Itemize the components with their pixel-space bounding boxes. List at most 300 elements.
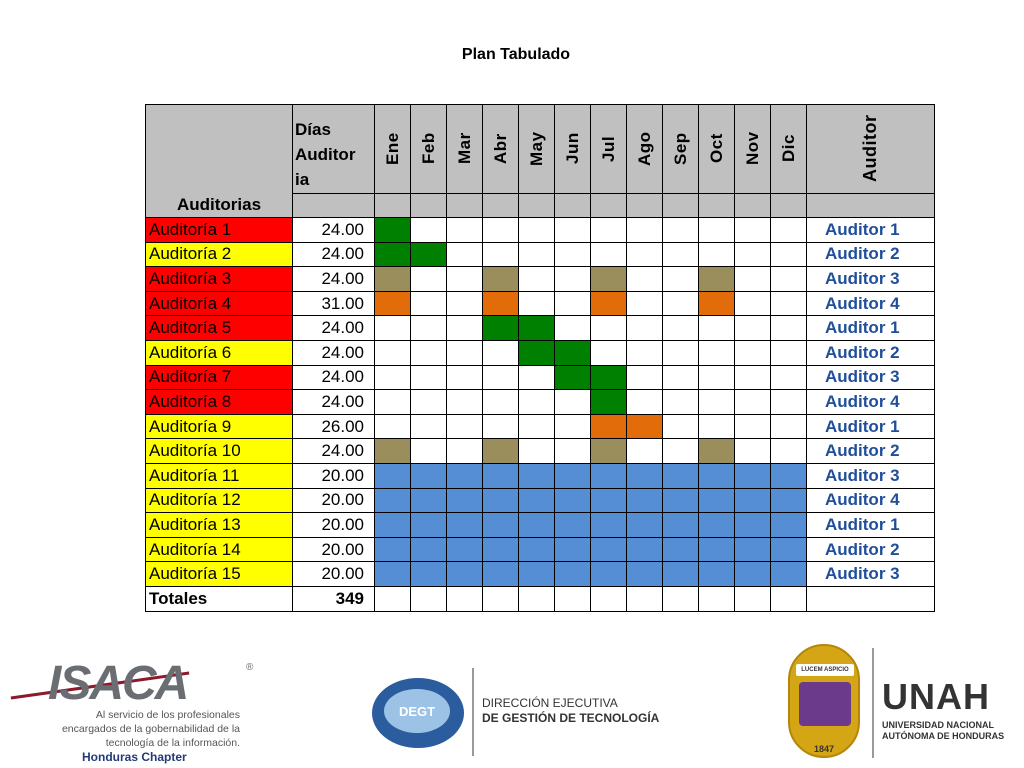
month-cell-sep	[663, 463, 699, 488]
month-cell-ene	[375, 316, 411, 341]
month-cell-jun	[555, 414, 591, 439]
header-dias-label	[293, 105, 374, 192]
month-cell-ene	[375, 463, 411, 488]
audit-days-cell: 24.00	[293, 242, 375, 267]
month-cell-abr	[483, 218, 519, 243]
month-cell-jun	[555, 340, 591, 365]
month-cell-dic	[771, 340, 807, 365]
month-cell-dic	[771, 242, 807, 267]
month-cell-sep	[663, 439, 699, 464]
unah-seal-year: 1847	[813, 744, 835, 754]
month-cell-sep	[663, 513, 699, 538]
month-cell-may	[519, 218, 555, 243]
month-cell-abr	[483, 390, 519, 415]
month-cell-jul	[591, 218, 627, 243]
degt-line2: DE GESTIÓN DE TECNOLOGÍA	[482, 711, 660, 725]
month-cell-may	[519, 463, 555, 488]
audit-name-cell: Auditoría 5	[146, 316, 293, 341]
month-cell-jul	[591, 513, 627, 538]
month-cell-mar	[447, 316, 483, 341]
month-cell-abr	[483, 513, 519, 538]
month-cell-dic	[771, 513, 807, 538]
month-cell-jun	[555, 390, 591, 415]
auditor-cell: Auditor 1	[807, 513, 935, 538]
month-cell-ago	[627, 537, 663, 562]
degt-badge-label: DEGT	[398, 703, 436, 719]
header-spacer	[591, 194, 627, 218]
month-cell-oct	[699, 439, 735, 464]
month-cell-sep	[663, 537, 699, 562]
month-cell-feb	[411, 218, 447, 243]
audit-days-cell: 26.00	[293, 414, 375, 439]
month-cell-mar	[447, 218, 483, 243]
totals-empty-cell	[519, 586, 555, 611]
auditor-cell: Auditor 2	[807, 537, 935, 562]
month-cell-may	[519, 414, 555, 439]
month-cell-ago	[627, 439, 663, 464]
month-label: Sep	[670, 132, 690, 165]
table-row	[146, 414, 935, 439]
degt-line1: DIRECCIÓN EJECUTIVA	[482, 696, 618, 710]
month-cell-feb	[411, 242, 447, 267]
audit-days-cell: 20.00	[293, 537, 375, 562]
month-cell-abr	[483, 488, 519, 513]
month-cell-jul	[591, 414, 627, 439]
auditor-cell: Auditor 4	[807, 488, 935, 513]
month-cell-nov	[735, 537, 771, 562]
degt-badge	[384, 689, 450, 733]
header-month	[375, 105, 411, 194]
month-cell-abr	[483, 242, 519, 267]
month-cell-nov	[735, 365, 771, 390]
month-cell-feb	[411, 267, 447, 292]
audit-name-cell: Auditoría 15	[146, 562, 293, 587]
header-spacer	[771, 194, 807, 218]
month-cell-feb	[411, 439, 447, 464]
audit-days-cell: 24.00	[293, 267, 375, 292]
month-cell-feb	[411, 365, 447, 390]
month-cell-jun	[555, 562, 591, 587]
table-row	[146, 562, 935, 587]
month-cell-jun	[555, 439, 591, 464]
month-cell-abr	[483, 439, 519, 464]
month-cell-oct	[699, 513, 735, 538]
month-cell-sep	[663, 390, 699, 415]
totals-empty-cell	[699, 586, 735, 611]
month-cell-mar	[447, 242, 483, 267]
month-cell-dic	[771, 463, 807, 488]
month-cell-oct	[699, 365, 735, 390]
auditor-cell: Auditor 3	[807, 365, 935, 390]
month-cell-mar	[447, 267, 483, 292]
month-cell-abr	[483, 414, 519, 439]
header-auditorias	[146, 105, 293, 218]
month-cell-ene	[375, 218, 411, 243]
header-month	[555, 105, 591, 194]
month-cell-oct	[699, 463, 735, 488]
totals-empty-cell	[375, 586, 411, 611]
month-cell-ago	[627, 316, 663, 341]
month-cell-ago	[627, 242, 663, 267]
isaca-logo	[0, 650, 290, 768]
month-cell-jun	[555, 513, 591, 538]
month-cell-ene	[375, 513, 411, 538]
month-cell-sep	[663, 365, 699, 390]
unah-seal-icon	[788, 644, 860, 758]
month-cell-sep	[663, 267, 699, 292]
month-cell-ago	[627, 513, 663, 538]
month-cell-dic	[771, 365, 807, 390]
month-cell-nov	[735, 463, 771, 488]
month-cell-ago	[627, 463, 663, 488]
month-cell-ene	[375, 562, 411, 587]
page-title: Plan Tabulado	[461, 46, 571, 63]
month-cell-jun	[555, 365, 591, 390]
month-cell-ene	[375, 267, 411, 292]
month-cell-abr	[483, 316, 519, 341]
table-row	[146, 513, 935, 538]
month-cell-may	[519, 488, 555, 513]
table-row	[146, 463, 935, 488]
unah-subtitle-line1: UNIVERSIDAD NACIONAL	[882, 720, 995, 730]
month-cell-jul	[591, 365, 627, 390]
audit-days-cell: 24.00	[293, 316, 375, 341]
audit-name-cell: Auditoría 2	[146, 242, 293, 267]
month-cell-oct	[699, 390, 735, 415]
month-cell-dic	[771, 316, 807, 341]
month-label: Ene	[382, 132, 402, 165]
degt-divider	[472, 668, 474, 756]
audit-name-cell: Auditoría 6	[146, 340, 293, 365]
month-cell-feb	[411, 316, 447, 341]
month-cell-jul	[591, 316, 627, 341]
month-cell-may	[519, 537, 555, 562]
month-cell-feb	[411, 562, 447, 587]
month-cell-ene	[375, 537, 411, 562]
month-cell-nov	[735, 439, 771, 464]
month-cell-nov	[735, 414, 771, 439]
month-cell-oct	[699, 267, 735, 292]
month-cell-may	[519, 316, 555, 341]
month-cell-mar	[447, 340, 483, 365]
unah-wordmark: UNAH	[882, 676, 990, 717]
month-cell-oct	[699, 340, 735, 365]
month-cell-nov	[735, 316, 771, 341]
month-cell-feb	[411, 414, 447, 439]
month-cell-ago	[627, 562, 663, 587]
month-cell-sep	[663, 316, 699, 341]
totals-value: 349	[293, 586, 375, 611]
isaca-tagline	[62, 708, 240, 750]
month-cell-feb	[411, 488, 447, 513]
totals-empty-cell	[447, 586, 483, 611]
month-cell-ago	[627, 340, 663, 365]
month-cell-may	[519, 242, 555, 267]
table-row	[146, 390, 935, 415]
isaca-registered-mark: ®	[246, 662, 254, 673]
month-cell-ago	[627, 414, 663, 439]
month-label: May	[526, 131, 546, 166]
month-cell-ene	[375, 340, 411, 365]
month-cell-nov	[735, 340, 771, 365]
isaca-chapter: Honduras Chapter	[82, 750, 187, 764]
month-cell-ene	[375, 439, 411, 464]
month-label: Mar	[454, 132, 474, 165]
month-cell-feb	[411, 463, 447, 488]
table-row	[146, 488, 935, 513]
header-month	[663, 105, 699, 194]
auditor-cell: Auditor 3	[807, 562, 935, 587]
audit-days-cell: 20.00	[293, 488, 375, 513]
month-cell-may	[519, 365, 555, 390]
month-cell-oct	[699, 218, 735, 243]
unah-seal-core	[799, 682, 851, 726]
audit-name-cell: Auditoría 11	[146, 463, 293, 488]
month-cell-ene	[375, 291, 411, 316]
degt-logo	[372, 668, 672, 758]
month-cell-sep	[663, 488, 699, 513]
month-cell-dic	[771, 488, 807, 513]
table-row	[146, 316, 935, 341]
audit-name-cell: Auditoría 1	[146, 218, 293, 243]
month-cell-ene	[375, 242, 411, 267]
isaca-wordmark: ISACA	[48, 657, 188, 710]
month-cell-sep	[663, 291, 699, 316]
month-label: Feb	[418, 132, 438, 165]
unah-divider	[872, 648, 874, 758]
month-cell-mar	[447, 291, 483, 316]
header-spacer	[663, 194, 699, 218]
month-cell-nov	[735, 242, 771, 267]
auditor-cell: Auditor 1	[807, 414, 935, 439]
month-cell-nov	[735, 488, 771, 513]
month-cell-abr	[483, 340, 519, 365]
month-cell-may	[519, 439, 555, 464]
month-cell-sep	[663, 562, 699, 587]
totals-empty-cell	[411, 586, 447, 611]
month-cell-dic	[771, 562, 807, 587]
audit-name-cell: Auditoría 9	[146, 414, 293, 439]
month-label: Jul	[598, 135, 618, 162]
header-spacer	[699, 194, 735, 218]
header-spacer	[807, 194, 935, 218]
month-cell-ago	[627, 218, 663, 243]
month-cell-dic	[771, 537, 807, 562]
header-spacer	[375, 194, 411, 218]
audit-name-cell: Auditoría 12	[146, 488, 293, 513]
month-cell-abr	[483, 291, 519, 316]
month-cell-abr	[483, 365, 519, 390]
header-spacer	[483, 194, 519, 218]
month-cell-dic	[771, 390, 807, 415]
month-cell-dic	[771, 267, 807, 292]
month-cell-nov	[735, 218, 771, 243]
header-month	[699, 105, 735, 194]
totals-empty-cell	[735, 586, 771, 611]
month-cell-oct	[699, 537, 735, 562]
month-label: Oct	[706, 133, 726, 164]
month-cell-feb	[411, 513, 447, 538]
header-dias	[293, 105, 375, 194]
auditor-cell: Auditor 2	[807, 340, 935, 365]
month-cell-oct	[699, 291, 735, 316]
month-cell-may	[519, 291, 555, 316]
totals-row	[146, 586, 935, 611]
month-cell-feb	[411, 340, 447, 365]
month-cell-dic	[771, 439, 807, 464]
month-cell-oct	[699, 414, 735, 439]
audit-days-cell: 24.00	[293, 439, 375, 464]
month-cell-jul	[591, 562, 627, 587]
month-cell-jul	[591, 488, 627, 513]
month-cell-jul	[591, 340, 627, 365]
table-row	[146, 267, 935, 292]
totals-empty-cell	[627, 586, 663, 611]
auditor-cell: Auditor 4	[807, 390, 935, 415]
month-cell-feb	[411, 291, 447, 316]
header-month	[735, 105, 771, 194]
month-cell-oct	[699, 242, 735, 267]
header-spacer	[447, 194, 483, 218]
month-cell-may	[519, 513, 555, 538]
header-spacer	[627, 194, 663, 218]
unah-subtitle-line2: AUTÓNOMA DE HONDURAS	[882, 731, 1005, 741]
header-row	[146, 105, 935, 194]
audit-plan-table	[145, 104, 935, 612]
table-row	[146, 537, 935, 562]
totals-empty-cell	[771, 586, 807, 611]
header-dias-line: Días	[295, 120, 331, 139]
audit-days-cell: 24.00	[293, 365, 375, 390]
month-cell-mar	[447, 439, 483, 464]
month-cell-ago	[627, 488, 663, 513]
audit-days-cell: 24.00	[293, 218, 375, 243]
unah-seal-band: LUCEM ASPICIO	[796, 664, 854, 676]
totals-empty-cell	[807, 586, 935, 611]
month-cell-dic	[771, 291, 807, 316]
table-row	[146, 242, 935, 267]
month-cell-nov	[735, 513, 771, 538]
audit-days-cell: 20.00	[293, 463, 375, 488]
totals-label: Totales	[146, 586, 293, 611]
header-spacer	[293, 194, 375, 218]
isaca-tagline-line: tecnología de la información.	[105, 737, 240, 749]
month-cell-ago	[627, 365, 663, 390]
auditor-cell: Auditor 4	[807, 291, 935, 316]
unah-logo	[788, 642, 1024, 768]
month-cell-dic	[771, 414, 807, 439]
month-cell-jul	[591, 537, 627, 562]
totals-empty-cell	[663, 586, 699, 611]
month-cell-jun	[555, 488, 591, 513]
month-cell-feb	[411, 537, 447, 562]
audit-name-cell: Auditoría 13	[146, 513, 293, 538]
auditor-cell: Auditor 1	[807, 218, 935, 243]
month-cell-nov	[735, 291, 771, 316]
month-cell-abr	[483, 267, 519, 292]
header-month	[483, 105, 519, 194]
month-label: Jun	[562, 132, 582, 165]
month-label: Nov	[742, 131, 762, 166]
month-cell-mar	[447, 390, 483, 415]
table-row	[146, 218, 935, 243]
header-auditorias-label: Auditorias	[176, 195, 262, 214]
auditor-cell: Auditor 2	[807, 439, 935, 464]
totals-empty-cell	[555, 586, 591, 611]
month-cell-may	[519, 390, 555, 415]
month-cell-sep	[663, 414, 699, 439]
header-month	[411, 105, 447, 194]
month-cell-feb	[411, 390, 447, 415]
auditor-cell: Auditor 1	[807, 316, 935, 341]
month-cell-jun	[555, 316, 591, 341]
month-cell-ago	[627, 267, 663, 292]
month-cell-ago	[627, 390, 663, 415]
month-cell-abr	[483, 562, 519, 587]
month-cell-mar	[447, 365, 483, 390]
audit-days-cell: 20.00	[293, 513, 375, 538]
month-cell-mar	[447, 463, 483, 488]
auditor-cell: Auditor 3	[807, 463, 935, 488]
audit-name-cell: Auditoría 10	[146, 439, 293, 464]
month-cell-jul	[591, 439, 627, 464]
header-month	[447, 105, 483, 194]
month-cell-ago	[627, 291, 663, 316]
audit-name-cell: Auditoría 14	[146, 537, 293, 562]
isaca-tagline-line: Al servicio de los profesionales	[95, 709, 240, 721]
auditor-cell: Auditor 2	[807, 242, 935, 267]
totals-empty-cell	[591, 586, 627, 611]
header-spacer	[735, 194, 771, 218]
month-cell-oct	[699, 562, 735, 587]
header-spacer	[555, 194, 591, 218]
month-cell-ene	[375, 365, 411, 390]
month-cell-jun	[555, 537, 591, 562]
month-label: Ago	[634, 131, 654, 166]
table-row	[146, 291, 935, 316]
month-cell-abr	[483, 463, 519, 488]
month-cell-may	[519, 562, 555, 587]
month-cell-oct	[699, 488, 735, 513]
month-cell-sep	[663, 242, 699, 267]
header-month	[591, 105, 627, 194]
header-spacer	[519, 194, 555, 218]
month-cell-jun	[555, 242, 591, 267]
month-cell-jun	[555, 291, 591, 316]
month-cell-may	[519, 267, 555, 292]
month-cell-mar	[447, 537, 483, 562]
month-cell-abr	[483, 537, 519, 562]
month-cell-jul	[591, 390, 627, 415]
month-cell-jul	[591, 291, 627, 316]
month-cell-jun	[555, 267, 591, 292]
month-cell-nov	[735, 390, 771, 415]
month-cell-mar	[447, 488, 483, 513]
audit-name-cell: Auditoría 8	[146, 390, 293, 415]
audit-days-cell: 20.00	[293, 562, 375, 587]
month-cell-may	[519, 340, 555, 365]
month-cell-nov	[735, 267, 771, 292]
month-cell-nov	[735, 562, 771, 587]
month-cell-jun	[555, 218, 591, 243]
month-cell-mar	[447, 414, 483, 439]
table-row	[146, 365, 935, 390]
month-cell-dic	[771, 218, 807, 243]
month-cell-jul	[591, 463, 627, 488]
audit-name-cell: Auditoría 3	[146, 267, 293, 292]
header-auditor	[807, 105, 935, 194]
audit-days-cell: 24.00	[293, 390, 375, 415]
